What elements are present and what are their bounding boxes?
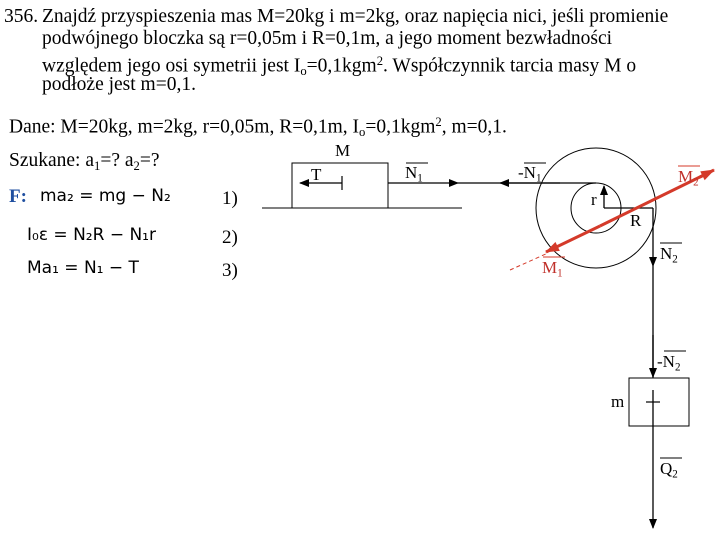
equation-2-number: 2): [222, 227, 238, 248]
problem-line-3: względem jego osi symetrii jest $I_o=0,1kgm^2$. Współczynnik tarcia masy M o: [42, 54, 637, 79]
label-m1: $M_1$: [542, 258, 563, 280]
label-q2: $Q_2$: [660, 459, 678, 481]
label-mass-m: m: [611, 392, 625, 411]
label-minus-n1: $-N_1$: [518, 163, 542, 185]
label-big-R: R: [630, 211, 642, 230]
problem-number: 356.: [4, 6, 39, 27]
equation-2: I₀ε = N₂R − N₁r: [27, 225, 156, 245]
equation-1: ma₂ = mg − N₂: [40, 186, 171, 206]
label-n1: $N_1$: [405, 163, 423, 185]
given-data: Dane: M=20kg, m=2kg, r=0,05m, R=0,1m, $I_o=0,1kgm^2$, m=0,1.: [9, 115, 507, 140]
sought-data: Szukane: $a_1=$? $a_2=$?: [9, 150, 160, 173]
label-small-r: r: [591, 190, 597, 209]
problem-line-2: podwójnego bloczka są r=0,05m i R=0,1m, a jego moment bezwładności: [42, 28, 613, 49]
label-friction-T: T: [311, 165, 322, 184]
equation-prefix: F:: [9, 186, 27, 207]
equation-1-number: 1): [222, 188, 238, 209]
equation-3: Ma₁ = N₁ − T: [27, 258, 139, 278]
label-mass-M: M: [335, 141, 351, 160]
problem-line-4: podłoże jest m=0,1.: [42, 74, 196, 95]
moment-m1-arrow: [546, 226, 600, 252]
label-m2: $M_2$: [678, 167, 699, 189]
moment-m2-arrow: [700, 170, 714, 177]
equation-3-number: 3): [222, 260, 238, 281]
label-minus-n2: $-N_2$: [657, 352, 681, 374]
label-n2: $N_2$: [660, 244, 678, 266]
problem-line-1: Znajdź przyspieszenia mas M=20kg i m=2kg, oraz napięcia nici, jeśli promienie: [42, 6, 669, 27]
block-M: [292, 163, 388, 208]
